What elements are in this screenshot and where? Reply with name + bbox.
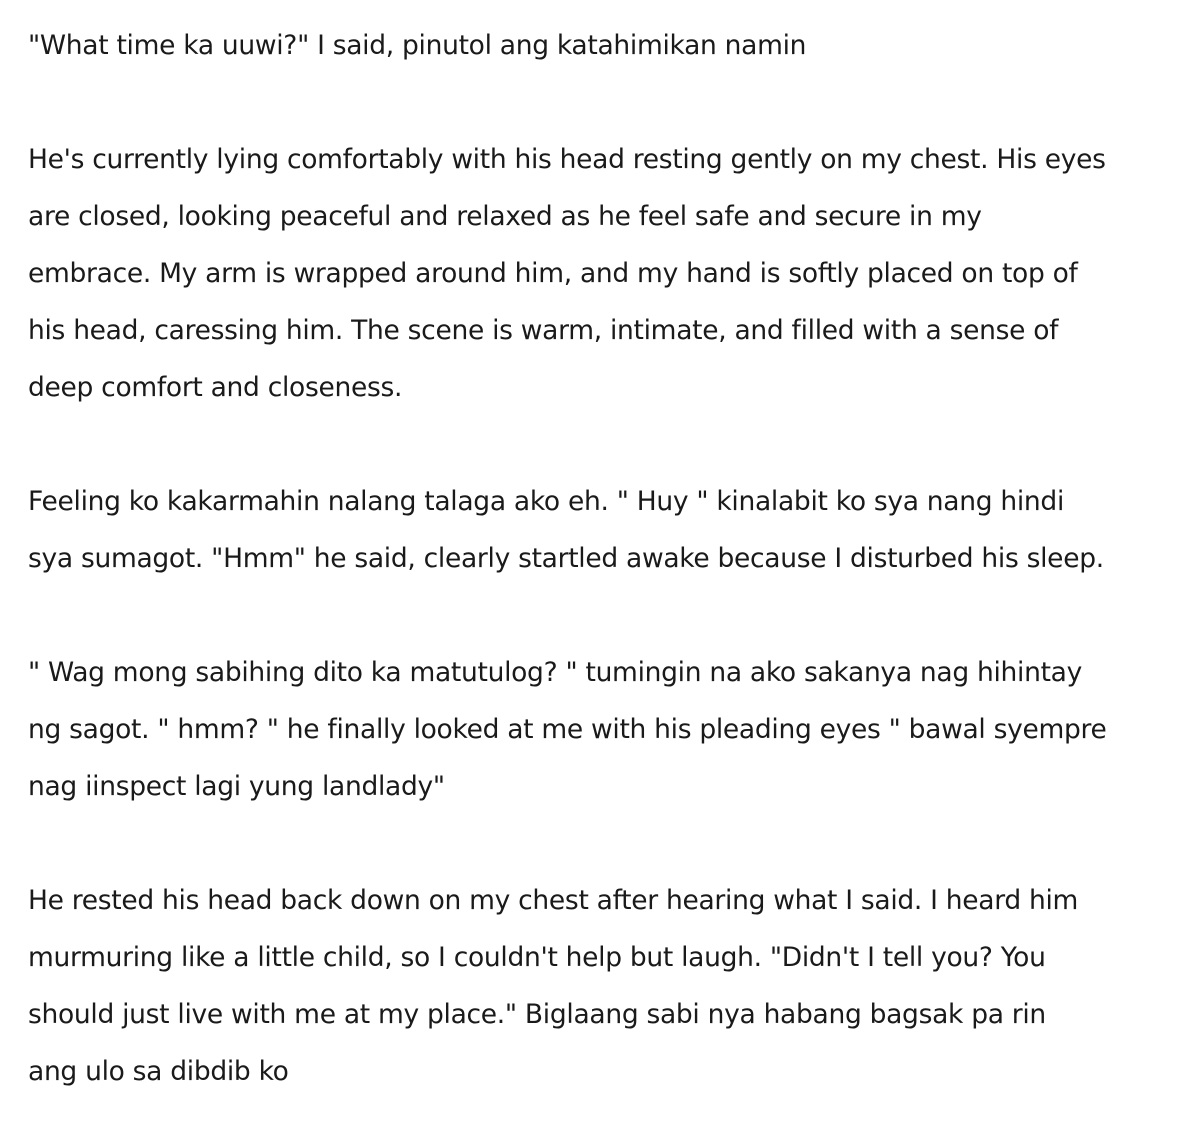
text-line: He's currently lying comfortably with his head resting gently on my chest. His eyes [28, 144, 1106, 175]
paragraph-gap [28, 815, 1178, 872]
paragraph [28, 644, 1178, 815]
paragraph [28, 473, 1178, 587]
paragraph [28, 131, 1178, 416]
paragraph [28, 872, 1178, 1100]
text-line: murmuring like a little child, so I couldn't help but laugh. "Didn't I tell you? You [28, 942, 1046, 973]
paragraph-gap [28, 416, 1178, 473]
text-line: nag iinspect lagi yung landlady" [28, 771, 445, 802]
text-line: ang ulo sa dibdib ko [28, 1056, 289, 1087]
text-line: Feeling ko kakarmahin nalang talaga ako eh. " Huy " kinalabit ko sya nang hindi [28, 486, 1065, 517]
paragraph-gap [28, 74, 1178, 131]
text-line: "What time ka uuwi?" I said, pinutol ang katahimikan namin [28, 30, 807, 61]
text-line: deep comfort and closeness. [28, 372, 403, 403]
text-line: " Wag mong sabihing dito ka matutulog? " tumingin na ako sakanya nag hihintay [28, 657, 1082, 688]
text-line: embrace. My arm is wrapped around him, and my hand is softly placed on top of [28, 258, 1078, 289]
text-line: should just live with me at my place." Biglaang sabi nya habang bagsak pa rin [28, 999, 1046, 1030]
text-line: He rested his head back down on my chest after hearing what I said. I heard him [28, 885, 1079, 916]
text-line: sya sumagot. "Hmm" he said, clearly startled awake because I disturbed his sleep. [28, 543, 1104, 574]
text-line: his head, caressing him. The scene is warm, intimate, and filled with a sense of [28, 315, 1059, 346]
paragraph-gap [28, 587, 1178, 644]
story-text [28, 17, 1178, 1100]
text-line: ng sagot. " hmm? " he finally looked at me with his pleading eyes " bawal syempre [28, 714, 1107, 745]
text-line: are closed, looking peaceful and relaxed as he feel safe and secure in my [28, 201, 982, 232]
paragraph [28, 17, 1178, 74]
